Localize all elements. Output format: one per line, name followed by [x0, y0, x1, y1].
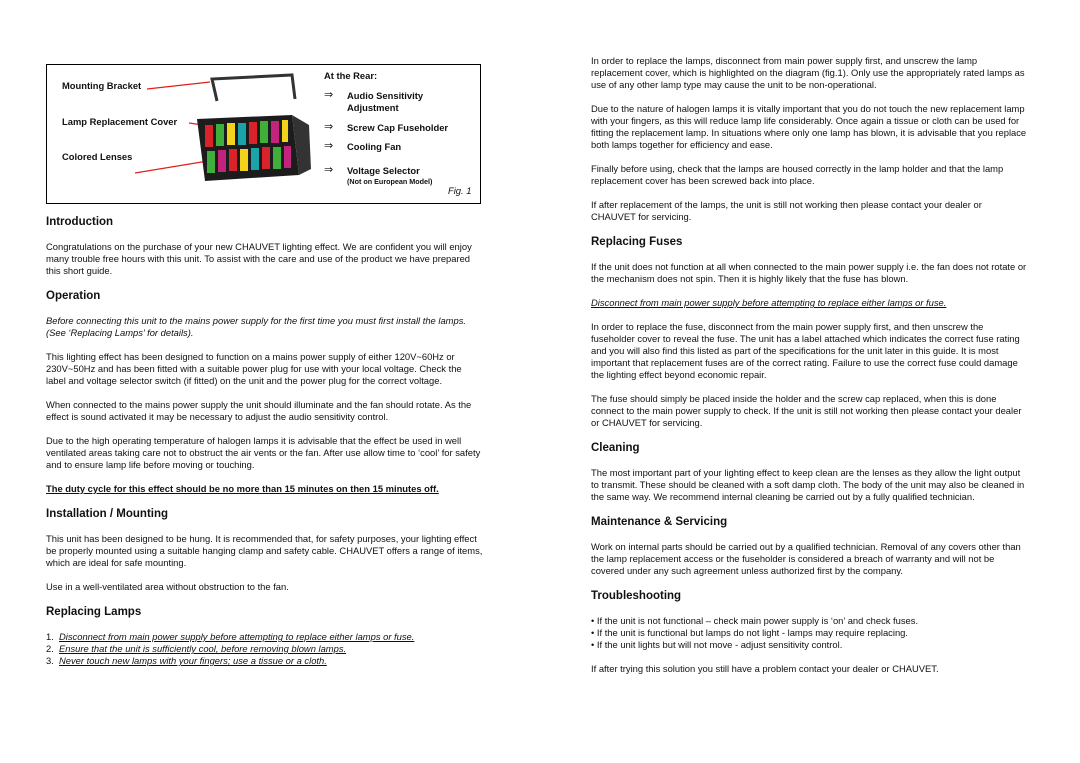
intro-text: Congratulations on the purchase of your new CHAUVET lighting effect. We are confident you will enjoy many trouble free hours with this unit. To assist with the care and use of the product we have prepared this short guide.: [46, 241, 472, 276]
installation-heading: Installation / Mounting: [46, 508, 169, 520]
list-item: 2. Ensure that the unit is sufficiently cool, before removing blown lamps.: [46, 643, 347, 654]
cleaning-heading: Cleaning: [591, 442, 640, 454]
installation-p1: This unit has been designed to be hung. It is recommended that, for safety purposes, your lighting effect be properly mounted using a suitable hanging clamp and safety cable. CHAUVET offers a range of items, which are ideal for safe mounting.: [46, 533, 483, 568]
lens: [251, 148, 259, 170]
troubleshooting-list: [591, 615, 1029, 651]
troubleshooting-final: If after trying this solution you still have a problem contact your dealer or CHAUVET.: [591, 663, 939, 674]
left-column: [46, 215, 484, 667]
maintenance-heading: Maintenance & Servicing: [591, 516, 728, 528]
lens: [238, 123, 246, 145]
label-mounting-bracket: Mounting Bracket: [62, 80, 142, 91]
rear-note: (Not on European Model): [347, 177, 433, 186]
operation-p3: Due to the high operating temperature of halogen lamps it is advisable that the effect be used in well ventilated areas taking care not to obstruct the air vents or the fan. After use allow time to ‘cool’ for safety and to ensure lamp life before moving or touching.: [46, 435, 481, 470]
lens: [240, 149, 248, 171]
operation-p2: When connected to the mains power supply the unit should illuminate and the fan should rotate. As the effect is sound activated it may be necessary to adjust the audio sensitivity control.: [46, 399, 472, 422]
lamps-p2: Due to the nature of halogen lamps it is vitally important that you do not touch the new replacement lamp with your fingers, as this will reduce lamp life considerably. Once again a tissue or cloth can be used for fitting the replacement lamp. In situations where only one lamp has blown, it is advisable that you replace both lamps together for efficiency and ease.: [591, 103, 1027, 150]
arrow-icon: ⇒: [324, 140, 334, 152]
list-item: • If the unit is functional but lamps do not light - lamps may require replacing.: [591, 627, 908, 638]
label-lamp-replacement-cover: Lamp Replacement Cover: [62, 116, 178, 127]
rear-adjustment: Adjustment: [347, 102, 399, 113]
lens: [205, 125, 213, 147]
lamps-p3: Finally before using, check that the lamps are housed correctly in the lamp holder and that the lamp replacement cover has been screwed back into place.: [591, 163, 1004, 186]
mounting-bracket: [212, 75, 295, 101]
lens: [273, 147, 281, 169]
arrow-icon: ⇒: [324, 121, 334, 133]
lens: [218, 150, 226, 172]
rear-voltage-selector: Voltage Selector: [347, 165, 420, 176]
rear-title: At the Rear:: [324, 70, 378, 81]
operation-p1: This lighting effect has been designed to function on a mains power supply of either 120V~60Hz or 230V~50Hz and has been fitted with a suitable power plug for use with your local voltage. Check the label and voltage selector switch (if fitted) on the unit and the power plug for the correct voltage.: [46, 351, 462, 386]
lamp-steps: [46, 631, 484, 667]
lamps-p4: If after replacement of the lamps, the unit is still not working then please contact your dealer or CHAUVET for servicing.: [591, 199, 982, 222]
list-item: 3. Never touch new lamps with your fingers; use a tissue or a cloth.: [46, 655, 327, 666]
list-item: 1. Disconnect from main power supply before attempting to replace either lamps or fuse.: [46, 631, 415, 642]
fuses-p3: The fuse should simply be placed inside the holder and the screw cap replaced, when this is done connect to the main power supply to check. If the unit is still not working then please contact your dealer or CHAUVET for servicing.: [591, 393, 1022, 428]
lens: [249, 122, 257, 144]
lens: [207, 151, 215, 173]
fuses-p1: If the unit does not function at all when connected to the main power supply i.e. the fan does not rotate or the mechanism does not spin. Then it is highly likely that the fuse has blown.: [591, 261, 1027, 284]
label-colored-lenses: Colored Lenses: [62, 151, 133, 162]
operation-heading: Operation: [46, 290, 101, 302]
pointer-mounting-bracket: [147, 82, 210, 89]
lens: [284, 146, 291, 168]
lens: [262, 147, 270, 169]
operation-note: Before connecting this unit to the mains power supply for the first time you must first install the lamps. (See ‘Replacing Lamps’ for details).: [46, 315, 466, 338]
fuses-p2: In order to replace the fuse, disconnect from the main power supply first, and then unscrew the fuseholder cover to reveal the fuse. The unit has a label attached which indicates the correct fuse rating and you will also find this listed as part of the specifications for the unit later in this guide. It is most important that replacement fuses are of the correct rating. Failure to use the correct fuse could damage the lighting effect beyond economic repair.: [591, 321, 1020, 380]
figure-caption: Fig. 1: [448, 185, 472, 196]
lamps-p1: In order to replace the lamps, disconnect from main power supply first, and unscrew the lamp replacement cover, which is highlighted on the diagram (fig.1). Only use the appropriately rated lamps as use of any other lamp type may cause the unit to be non-operational.: [591, 55, 1025, 90]
rear-audio-sensitivity: Audio Sensitivity: [347, 90, 424, 101]
intro-heading: Introduction: [46, 216, 114, 228]
list-item: • If the unit lights but will not move - adjust sensitivity control.: [591, 639, 843, 650]
rear-cooling-fan: Cooling Fan: [347, 141, 402, 152]
lens: [271, 121, 279, 143]
lens: [229, 149, 237, 171]
lens: [216, 124, 224, 146]
list-item: • If the unit is not functional – check main power supply is ‘on’ and check fuses.: [591, 615, 919, 626]
right-column: [591, 55, 1029, 675]
replacing-fuses-heading: Replacing Fuses: [591, 236, 683, 248]
cleaning-text: The most important part of your lighting effect to keep clean are the lenses as they allow the light output to transmit. These should be cleaned with a soft damp cloth. The body of the unit may also be cleaned in the same way. We recommend internal cleaning be carried out by a fully qualified technician.: [591, 467, 1025, 502]
installation-p2: Use in a well-ventilated area without obstruction to the fan.: [46, 581, 289, 592]
troubleshooting-heading: Troubleshooting: [591, 590, 682, 602]
fuses-warning: Disconnect from main power supply before attempting to replace either lamps or fuse.: [591, 297, 947, 308]
rear-screw-cap-fuseholder: Screw Cap Fuseholder: [347, 122, 449, 133]
arrow-icon: ⇒: [324, 89, 334, 101]
arrow-icon: ⇒: [324, 164, 334, 176]
maintenance-text: Work on internal parts should be carried out by a qualified technician. Removal of any covers other than the lamp replacement access or the fuseholder is considered a breach of warranty and will not be covered under any such agreement unless authorized first by the company.: [591, 541, 1021, 576]
lens: [282, 120, 288, 142]
duty-cycle-note: The duty cycle for this effect should be no more than 15 minutes on then 15 minutes off.: [46, 483, 439, 494]
replacing-lamps-heading: Replacing Lamps: [46, 606, 142, 618]
figure-box: [46, 64, 481, 204]
lens: [227, 123, 235, 145]
lens: [260, 121, 268, 143]
